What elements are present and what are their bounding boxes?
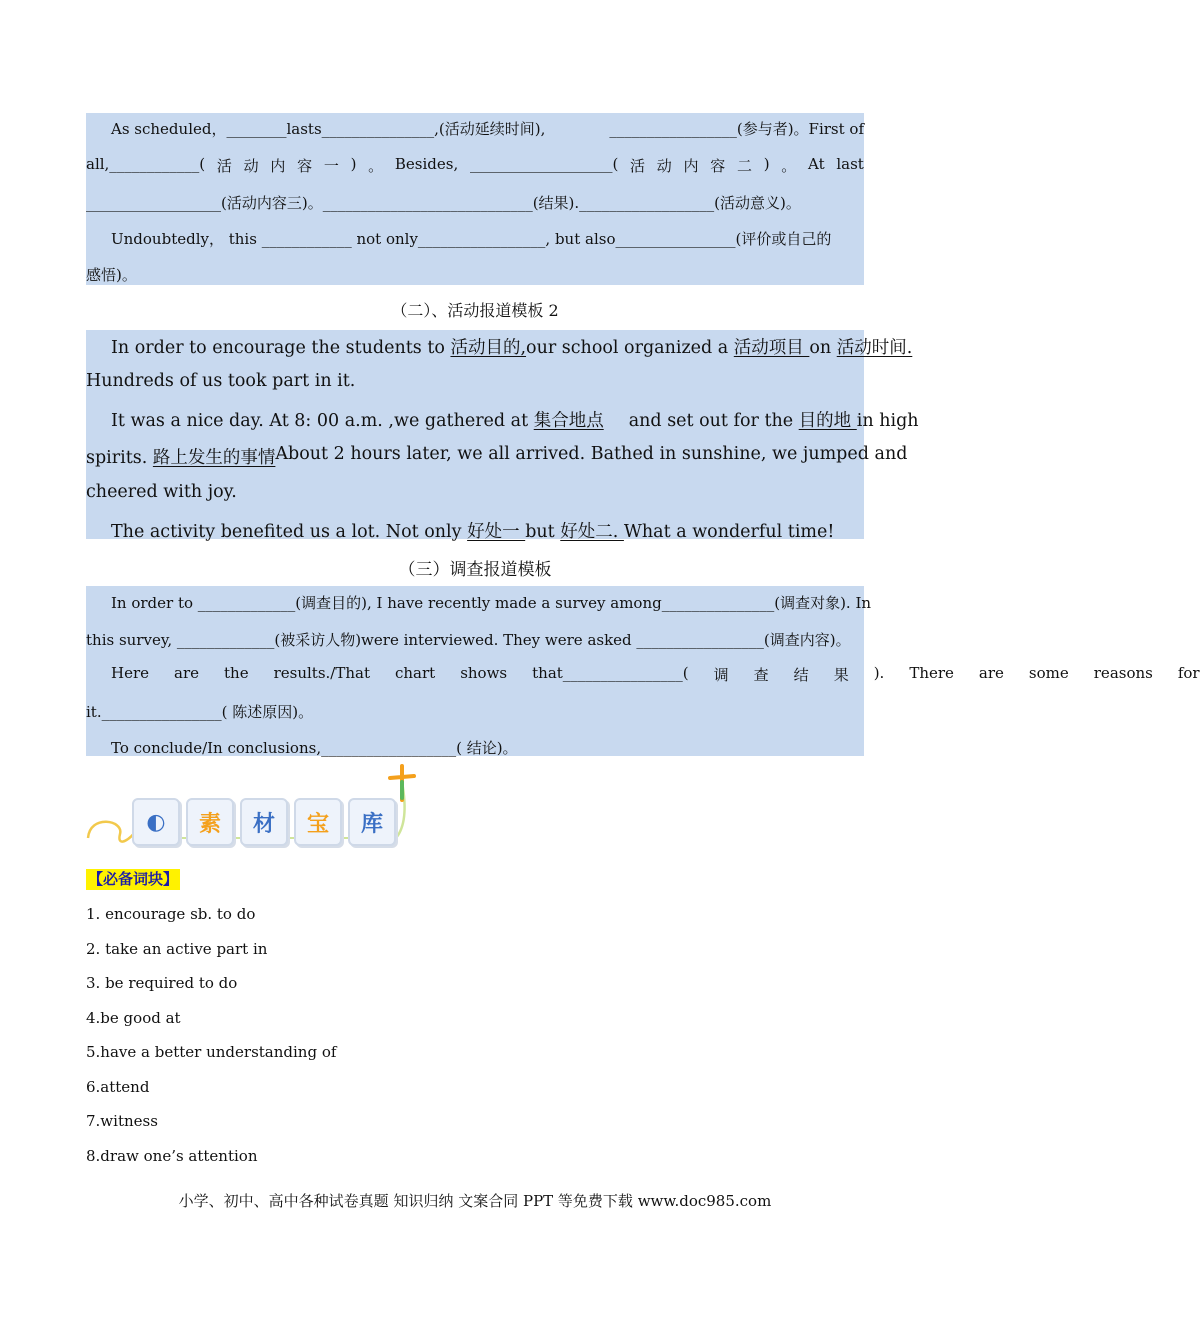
blank-activity-purpose: 活动目的, [450,338,527,358]
t3-token: ). [873,664,885,682]
t1-token: all,____________( [86,155,206,173]
t3-token: 查 [753,666,769,684]
text: but [525,522,561,542]
t1-token: 内 [683,157,699,175]
text: in high [856,411,919,431]
template-box-2 [86,330,864,539]
text: It was a nice day. At 8: 00 a.m. ,we gathered at [111,411,534,431]
vocab-item: 7.witness [86,1112,158,1130]
t1-token: ) [350,155,357,173]
template2-para2-line2 [86,444,908,469]
template3-line-3 [86,664,1200,685]
banner-tile-bao: 宝 [294,798,342,846]
t3-token: shows [460,664,508,682]
banner-tile-su: 素 [186,798,234,846]
text: on [809,338,837,358]
template2-para1-line1 [86,334,913,359]
t1-token: 内 [270,157,286,175]
vocab-item: 5.have a better understanding of [86,1043,337,1061]
template1-line-1 [86,118,864,139]
blank-benefit-1: 好处一 [467,522,526,542]
template1-line-5: 感悟)。 [86,266,137,284]
t3-token: some [1028,664,1069,682]
text: The activity benefited us a lot. Not only [111,522,468,542]
t3-token: Here [111,664,150,682]
text: What a wonderful time! [623,522,835,542]
t1-token: last [836,155,864,173]
t3-token: There [909,664,954,682]
t3-token: that________________( [532,664,689,682]
blank-activity-item: 活动项目 [733,338,810,358]
vocab-item: 1. encourage sb. to do [86,905,256,923]
banner-globe-icon: ◐ [132,798,180,846]
section-tag-essential-chunks: 【必备词块】 [88,870,179,888]
banner-tile-cai: 材 [240,798,288,846]
blank-events-on-way: 路上发生的事情 [152,448,276,468]
vocab-item: 2. take an active part in [86,939,268,958]
template2-para2-line3: cheered with joy. [86,482,237,502]
t1-token: 动 [656,157,672,175]
t1-token: At [808,155,825,173]
t3-token: results./That [273,664,370,682]
heading-template-2: （二）、活动报道模板 2 [391,301,559,320]
template3-line-2: this survey, _____________(被采访人物)were interviewed. They were asked _________________(调查内容)。 [86,631,851,649]
vocab-item: 8.draw one’s attention [86,1146,258,1165]
text: About 2 hours later, we all arrived. Bathed in sunshine, we jumped and [275,444,908,464]
blank-benefit-2: 好处二. [560,522,624,542]
t3-token: reasons [1093,664,1153,682]
t3-token: 果 [833,666,849,684]
t1-token: 。 [368,157,384,175]
template1-line-2 [86,155,864,176]
vocab-item: 6.attend [86,1077,150,1096]
t3-token: 结 [793,666,809,684]
t1-token: 二 [736,157,752,175]
text: and set out for the [628,411,799,431]
template1-line-3: __________________(活动内容三)。____________________________(结果).__________________(活动意义)。 [86,194,801,212]
t1-token: 活 [216,157,232,175]
text: spirits. [86,448,153,468]
t1-token: ___________________( [469,155,619,173]
t3-token: for [1177,664,1200,682]
template1-line-4: Undoubtedly， this ____________ not only_________________, but also________________(评价或自己的 [111,230,832,248]
template3-line-4: it.________________( 陈述原因)。 [86,703,314,721]
banner-tile-ku: 库 [348,798,396,846]
template2-para3-line1 [86,518,864,543]
footer-text: 小学、初中、高中各种试卷真题 知识归纳 文案合同 PPT 等免费下载 www.doc985.com [178,1192,772,1210]
blank-meeting-place: 集合地点 [533,411,604,431]
t3-token: the [224,664,249,682]
template1-line-1b: _________________(参与者)。First of [609,120,864,138]
template2-para1-line2: Hundreds of us took part in it. [86,371,356,391]
t1-token: 容 [297,157,313,175]
text: our school organized a [526,338,734,358]
blank-activity-time: 活动时间. [836,338,913,358]
t1-token: 一 [323,157,339,175]
t3-token: are [978,664,1004,682]
template3-line-1: In order to _____________(调查目的), I have recently made a survey among_______________(调查对象). In [111,594,872,612]
t3-token: 调 [713,666,729,684]
blank-destination: 目的地 [798,411,857,431]
vocab-item: 4.be good at [86,1008,181,1027]
t1-token: 动 [243,157,259,175]
vocab-item: 3. be required to do [86,974,238,992]
t1-token: Besides, [394,155,459,173]
t1-token: 。 [781,157,797,175]
heading-template-3: （三）调查报道模板 [398,560,552,580]
template2-para2-line1 [86,407,919,432]
t1-token: 活 [630,157,646,175]
t1-token: 容 [710,157,726,175]
t3-token: are [174,664,200,682]
t3-token: chart [394,664,436,682]
t1-token: ) [763,155,770,173]
template3-line-5: To conclude/In conclusions,__________________( 结论)。 [111,739,518,757]
template1-line-1a: As scheduled，________lasts_______________,(活动延续时间), [111,120,546,138]
text: In order to encourage the students to [111,338,451,358]
